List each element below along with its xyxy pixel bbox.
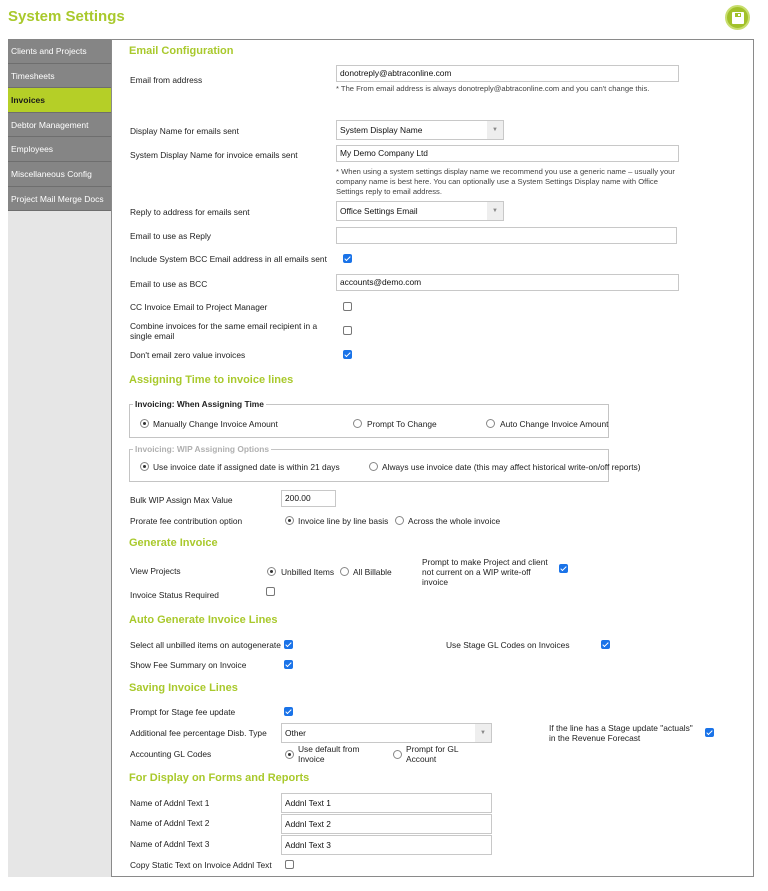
- reply-email-label: Email to use as Reply: [130, 231, 211, 241]
- combine-invoices-label: Combine invoices for the same email recipient in a single email: [130, 321, 318, 341]
- gl-codes-label: Accounting GL Codes: [130, 749, 212, 759]
- main-content: [113, 40, 753, 876]
- bcc-email-label: Email to use as BCC: [130, 279, 208, 289]
- cc-pm-label: CC Invoice Email to Project Manager: [130, 302, 268, 312]
- when-assigning-legend: Invoicing: When Assigning Time: [135, 399, 264, 409]
- radio-gl-default-label: Use default from Invoice: [298, 744, 360, 764]
- stage-actuals-label: If the line has a Stage update "actuals" in the Revenue Forecast: [549, 723, 693, 743]
- radio-whole-invoice[interactable]: [395, 516, 404, 525]
- sidebar-item-clients-and-projects[interactable]: Clients and Projects: [8, 39, 111, 64]
- radio-always-invoice-date-label: Always use invoice date (this may affect historical write-on/off reports): [382, 462, 641, 472]
- email-from-note: * The From email address is always donotreply@abtraconline.com and you can't change this.: [336, 84, 650, 93]
- wip-assigning-legend: Invoicing: WIP Assigning Options: [135, 444, 269, 454]
- radio-manually-change-label: Manually Change Invoice Amount: [153, 419, 278, 429]
- chevron-down-icon: ▼: [475, 724, 491, 742]
- bulk-wip-label: Bulk WIP Assign Max Value: [130, 495, 233, 505]
- use-stage-gl-checkbox[interactable]: [601, 640, 610, 649]
- email-from-field: donotreply@abtraconline.com: [336, 65, 679, 82]
- invoice-display-name-input[interactable]: My Demo Company Ltd: [336, 145, 679, 162]
- fee-summary-label: Show Fee Summary on Invoice: [130, 660, 247, 670]
- radio-always-invoice-date[interactable]: [369, 462, 378, 471]
- section-title-saving-lines: Saving Invoice Lines: [129, 682, 238, 694]
- radio-gl-prompt[interactable]: [393, 750, 402, 759]
- sidebar: [8, 39, 112, 877]
- reply-to-label: Reply to address for emails sent: [130, 207, 250, 217]
- email-from-label: Email from address: [130, 75, 203, 85]
- radio-use-invoice-date-within[interactable]: [140, 462, 149, 471]
- disb-type-select[interactable]: [281, 723, 492, 743]
- section-title-display-forms: For Display on Forms and Reports: [129, 772, 310, 784]
- invoice-status-required-label: Invoice Status Required: [130, 590, 219, 600]
- fee-summary-checkbox[interactable]: [284, 660, 293, 669]
- radio-unbilled-items-label: Unbilled Items: [281, 567, 335, 577]
- radio-prompt-to-change[interactable]: [353, 419, 362, 428]
- prompt-wip-writeoff-checkbox[interactable]: [559, 564, 568, 573]
- section-title-auto-generate: Auto Generate Invoice Lines: [129, 614, 278, 626]
- addnl-text-1-input[interactable]: Addnl Text 1: [281, 793, 492, 813]
- cc-pm-checkbox[interactable]: [343, 302, 352, 311]
- save-button[interactable]: [725, 5, 750, 30]
- invoice-display-name-label: System Display Name for invoice emails sent: [130, 150, 298, 160]
- sidebar-item-timesheets[interactable]: Timesheets: [8, 64, 111, 89]
- save-disk-icon: [732, 12, 744, 24]
- display-name-label: Display Name for emails sent: [130, 126, 239, 136]
- zero-value-label: Don't email zero value invoices: [130, 350, 246, 360]
- radio-line-by-line-label: Invoice line by line basis: [298, 516, 389, 526]
- prorate-label: Prorate fee contribution option: [130, 516, 243, 526]
- radio-line-by-line[interactable]: [285, 516, 294, 525]
- radio-auto-change-label: Auto Change Invoice Amount: [500, 419, 609, 429]
- stage-actuals-checkbox[interactable]: [705, 728, 714, 737]
- use-stage-gl-label: Use Stage GL Codes on Invoices: [446, 640, 570, 650]
- bulk-wip-input[interactable]: 200.00: [281, 490, 336, 507]
- radio-use-invoice-date-within-label: Use invoice date if assigned date is within 21 days: [153, 462, 340, 472]
- radio-prompt-to-change-label: Prompt To Change: [367, 419, 437, 429]
- sidebar-item-debtor-management[interactable]: Debtor Management: [8, 113, 111, 138]
- sidebar-item-employees[interactable]: Employees: [8, 137, 111, 162]
- display-name-select[interactable]: [336, 120, 504, 140]
- radio-all-billable[interactable]: [340, 567, 349, 576]
- select-all-unbilled-label: Select all unbilled items on autogenerate: [130, 640, 281, 650]
- view-projects-label: View Projects: [130, 566, 181, 576]
- radio-auto-change[interactable]: [486, 419, 495, 428]
- disb-type-label: Additional fee percentage Disb. Type: [130, 728, 267, 738]
- sidebar-item-miscellaneous-config[interactable]: Miscellaneous Config: [8, 162, 111, 187]
- page-title: System Settings: [8, 8, 125, 25]
- addnl-text-3-label: Name of Addnl Text 3: [130, 839, 210, 849]
- bcc-email-input[interactable]: accounts@demo.com: [336, 274, 679, 291]
- addnl-text-3-input[interactable]: Addnl Text 3: [281, 835, 492, 855]
- copy-static-text-checkbox[interactable]: [285, 860, 294, 869]
- stage-fee-update-checkbox[interactable]: [284, 707, 293, 716]
- radio-gl-default[interactable]: [285, 750, 294, 759]
- combine-invoices-checkbox[interactable]: [343, 326, 352, 335]
- display-name-note: * When using a system settings display name we recommend you use a generic name – usually your company name is best here. You can optionally use a System Settings Display name with Office Settings reply to email address.: [336, 167, 675, 196]
- disb-type-value: Other: [285, 728, 306, 738]
- reply-email-input[interactable]: [336, 227, 677, 244]
- prompt-wip-writeoff-label: Prompt to make Project and client not current on a WIP write-off invoice: [422, 557, 548, 587]
- radio-whole-invoice-label: Across the whole invoice: [408, 516, 501, 526]
- section-title-email-configuration: Email Configuration: [129, 45, 234, 57]
- reply-to-select[interactable]: [336, 201, 504, 221]
- invoice-status-required-checkbox[interactable]: [266, 587, 275, 596]
- chevron-down-icon: ▼: [487, 121, 503, 139]
- radio-unbilled-items[interactable]: [267, 567, 276, 576]
- select-all-unbilled-checkbox[interactable]: [284, 640, 293, 649]
- zero-value-checkbox[interactable]: [343, 350, 352, 359]
- sidebar-item-project-mail-merge-docs[interactable]: Project Mail Merge Docs: [8, 187, 111, 212]
- section-title-assigning-time: Assigning Time to invoice lines: [129, 374, 294, 386]
- reply-to-value: Office Settings Email: [340, 206, 418, 216]
- display-name-value: System Display Name: [340, 125, 423, 135]
- sidebar-item-invoices[interactable]: Invoices: [8, 88, 111, 113]
- addnl-text-2-input[interactable]: Addnl Text 2: [281, 814, 492, 834]
- addnl-text-1-label: Name of Addnl Text 1: [130, 798, 210, 808]
- radio-gl-prompt-label: Prompt for GL Account: [406, 744, 459, 764]
- include-bcc-label: Include System BCC Email address in all emails sent: [130, 254, 327, 264]
- radio-all-billable-label: All Billable: [353, 567, 392, 577]
- addnl-text-2-label: Name of Addnl Text 2: [130, 818, 210, 828]
- chevron-down-icon: ▼: [487, 202, 503, 220]
- stage-fee-update-label: Prompt for Stage fee update: [130, 707, 236, 717]
- copy-static-text-label: Copy Static Text on Invoice Addnl Text: [130, 860, 272, 870]
- radio-manually-change[interactable]: [140, 419, 149, 428]
- include-bcc-checkbox[interactable]: [343, 254, 352, 263]
- section-title-generate-invoice: Generate Invoice: [129, 537, 218, 549]
